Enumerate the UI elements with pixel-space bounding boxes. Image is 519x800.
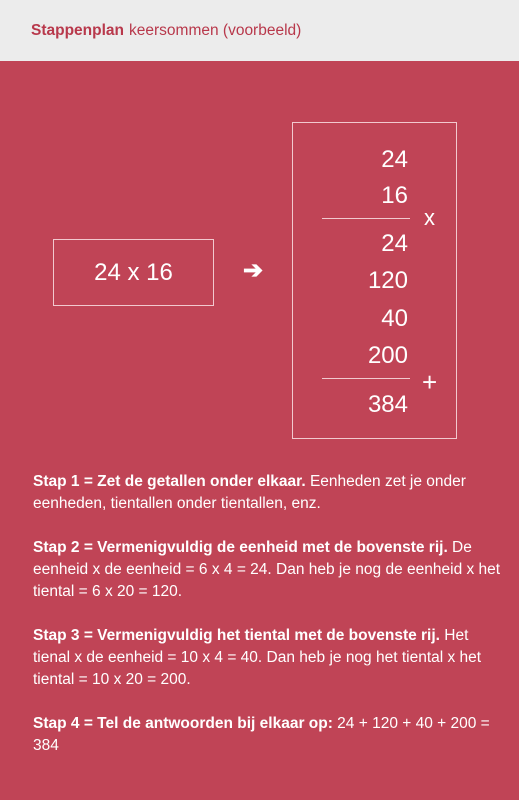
partial-product-4: 200 [367, 342, 408, 369]
calculation-box [292, 122, 457, 439]
factor-bottom: 16 [381, 182, 408, 209]
partial-product-2: 120 [367, 267, 408, 294]
sum-line [322, 378, 410, 379]
step-4-title: Stap 4 = Tel de antwoorden bij elkaar op: [33, 715, 333, 732]
plus-sign: + [422, 367, 438, 397]
result: 384 [367, 391, 408, 418]
step-1-title: Stap 1 = Zet de getallen onder elkaar. [33, 473, 306, 490]
step-3-text: Het tienal x de eenheid = 10 x 4 = 40. Dan heb je nog het tiental x het tiental = 10 x 20 = 200. [33, 627, 482, 688]
header-title-rest: keersommen (voorbeeld) [129, 21, 302, 39]
content-card [0, 61, 519, 800]
multiply-sign: x [424, 205, 435, 230]
step-1 [33, 471, 503, 515]
partial-product-3: 40 [381, 305, 408, 332]
step-4 [33, 713, 503, 757]
partial-product-1: 24 [381, 230, 408, 257]
arrow-right-icon: ➔ [243, 257, 264, 284]
step-2-text: De eenheid x de eenheid = 6 x 4 = 24. Dan heb je nog de eenheid x het tiental = 6 x 20 = 120. [33, 539, 501, 600]
problem-expression: 24 x 16 [94, 258, 173, 286]
page-header [0, 0, 519, 61]
step-1-text: Eenheden zet je onder eenheden, tientallen onder tientallen, enz. [33, 473, 466, 512]
step-2 [33, 537, 503, 603]
header-title-bold: Stappenplan [31, 21, 125, 39]
problem-box [53, 239, 214, 306]
step-3 [33, 625, 503, 691]
step-4-text: 24 + 120 + 40 + 200 = 384 [33, 715, 490, 754]
steps-list [33, 471, 503, 779]
step-3-title: Stap 3 = Vermenigvuldig het tiental met de bovenste rij. [33, 627, 440, 644]
multiply-line [322, 218, 410, 219]
factor-top: 24 [381, 146, 408, 173]
step-2-title: Stap 2 = Vermenigvuldig de eenheid met de bovenste rij. [33, 539, 448, 556]
